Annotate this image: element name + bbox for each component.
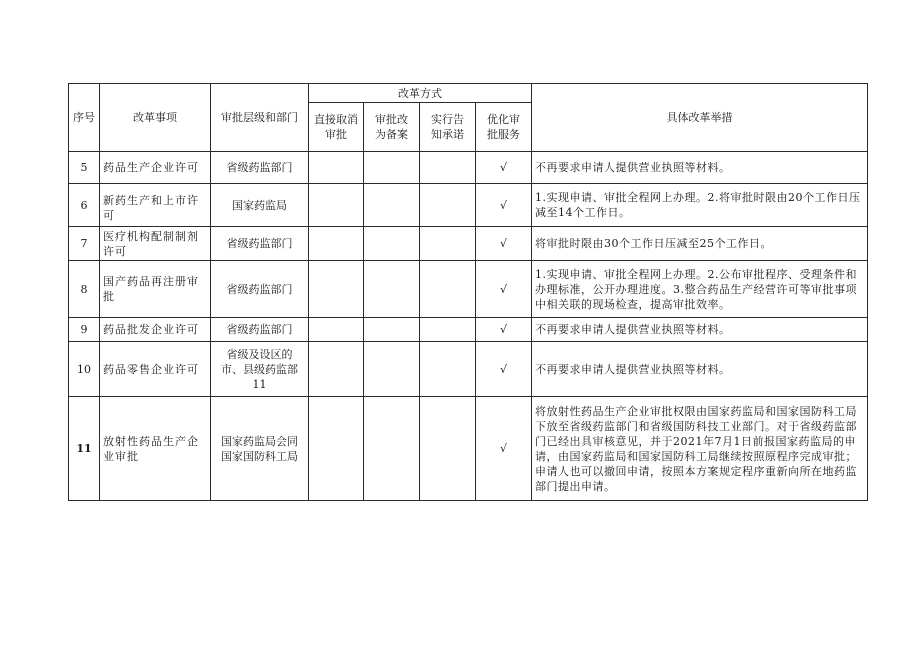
header-level: 审批层级和部门	[211, 84, 309, 152]
row-measure: 1.实现申请、审批全程网上办理。2.将审批时限由20个工作日压减至14个工作日。	[532, 184, 868, 227]
row-measure: 将放射性药品生产企业审批权限由国家药监局和国家国防科工局下放至省级药监部门和省级国防科技工业部门。对于省级药监部门已经出具审核意见，并于2021年7月1日前报国家药监局的申请，由国家药监局和国家国防科工局继续按照原程序完成审批；申请人也可以撤回申请，按照本方案规定程序重新向所在地药监部门提出申请。	[532, 397, 868, 501]
header-sub-optimize: 优化审批服务	[476, 103, 532, 152]
row-no: 7	[69, 227, 100, 261]
row-item: 新药生产和上市许可	[100, 184, 211, 227]
table-row	[69, 227, 868, 261]
row-measure: 不再要求申请人提供营业执照等材料。	[532, 342, 868, 397]
header-reform-method: 改革方式	[309, 84, 532, 103]
table-row	[69, 397, 868, 501]
row-dept: 省级药监部门	[211, 152, 309, 184]
row-dept: 省级药监部门	[211, 318, 309, 342]
row-no: 8	[69, 261, 100, 318]
row-no: 9	[69, 318, 100, 342]
row-dept: 省级药监部门	[211, 261, 309, 318]
table-row	[69, 184, 868, 227]
row-measure: 不再要求申请人提供营业执照等材料。	[532, 318, 868, 342]
row-item: 药品批发企业许可	[100, 318, 211, 342]
check-mark: √	[476, 227, 532, 261]
row-measure: 将审批时限由30个工作日压减至25个工作日。	[532, 227, 868, 261]
row-dept: 国家药监局会同国家国防科工局	[211, 397, 309, 501]
header-sub-commitment: 实行告知承诺	[420, 103, 476, 152]
header-sub-filing: 审批改为备案	[364, 103, 420, 152]
check-mark: √	[476, 397, 532, 501]
row-no: 10	[69, 342, 100, 397]
row-measure: 1.实现申请、审批全程网上办理。2.公布审批程序、受理条件和办理标准，公开办理进度。3.整合药品生产经营许可等审批事项中相关联的现场检查，提高审批效率。	[532, 261, 868, 318]
check-mark: √	[476, 318, 532, 342]
row-item: 药品零售企业许可	[100, 342, 211, 397]
row-dept: 国家药监局	[211, 184, 309, 227]
check-mark: √	[476, 261, 532, 318]
check-mark: √	[476, 342, 532, 397]
row-item: 国产药品再注册审批	[100, 261, 211, 318]
header-sub-cancel: 直接取消审批	[309, 103, 364, 152]
check-mark: √	[476, 152, 532, 184]
row-item: 医疗机构配制制剂许可	[100, 227, 211, 261]
header-item: 改革事项	[100, 84, 211, 152]
row-dept: 省级药监部门	[211, 227, 309, 261]
row-dept: 省级及设区的市、县级药监部11	[211, 342, 309, 397]
table-row	[69, 318, 868, 342]
row-measure: 不再要求申请人提供营业执照等材料。	[532, 152, 868, 184]
header-no: 序号	[69, 84, 100, 152]
table-row	[69, 342, 868, 397]
header-measure: 具体改革举措	[532, 84, 868, 152]
table-row	[69, 261, 868, 318]
table-row	[69, 152, 868, 184]
check-mark: √	[476, 184, 532, 227]
row-item: 放射性药品生产企业审批	[100, 397, 211, 501]
row-no: 5	[69, 152, 100, 184]
row-item: 药品生产企业许可	[100, 152, 211, 184]
row-no: 11	[69, 397, 100, 501]
reform-table	[68, 83, 868, 501]
row-no: 6	[69, 184, 100, 227]
